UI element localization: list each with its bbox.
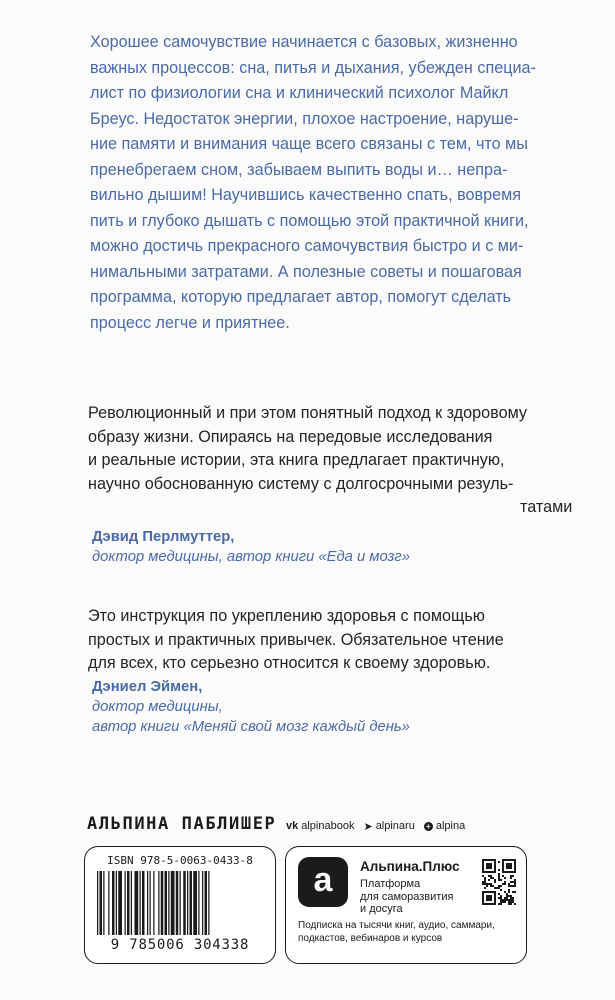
qr-module	[500, 879, 502, 881]
qr-module	[506, 895, 508, 897]
barcode	[95, 871, 265, 937]
intro-paragraph	[90, 30, 580, 336]
vk-icon: vk	[286, 820, 299, 832]
qr-module	[512, 897, 514, 899]
barcode-bar	[193, 871, 197, 935]
barcode-bar	[198, 871, 199, 935]
qr-module	[502, 899, 504, 901]
promo-subtext	[298, 919, 495, 945]
qr-module	[484, 887, 486, 889]
qr-module	[498, 875, 500, 877]
qr-module	[492, 877, 494, 879]
barcode-bar	[142, 871, 145, 935]
barcode-bar	[140, 871, 141, 935]
barcode-bar	[108, 871, 109, 935]
intro-line: ние памяти и внимания чаще всего связаны с тем, что мы	[90, 135, 528, 153]
qr-module	[514, 903, 516, 905]
qr-module	[482, 881, 484, 883]
barcode-bar	[161, 871, 164, 935]
qr-module	[500, 901, 502, 903]
qr-module	[498, 879, 500, 881]
qr-module	[508, 885, 510, 887]
qr-module	[508, 891, 510, 893]
promo-title: Альпина.Плюс	[360, 859, 460, 874]
author-name: Дэвид Перлмуттер,	[92, 529, 235, 545]
qr-module	[484, 877, 486, 879]
plus-icon: +	[424, 822, 433, 831]
qr-module	[500, 897, 502, 899]
barcode-bar	[131, 871, 132, 935]
barcode-bar	[147, 871, 148, 935]
qr-module	[484, 879, 486, 881]
qr-module	[498, 903, 500, 905]
qr-module	[508, 889, 510, 891]
telegram-icon: ➤	[363, 820, 373, 833]
qr-module	[510, 895, 512, 897]
barcode-bar	[171, 871, 175, 935]
qr-module	[512, 901, 514, 903]
intro-line: лист по физиологии сна и клинический психолог Майкл	[90, 84, 509, 102]
social-label: alpinaru	[375, 820, 415, 832]
qr-module	[502, 883, 504, 885]
barcode-bar	[127, 871, 130, 935]
qr-module	[504, 877, 506, 879]
promo-subtext-line: подкастов, вебинаров и курсов	[298, 933, 443, 944]
barcode-bar	[183, 871, 186, 935]
qr-module	[498, 877, 500, 879]
qr-module	[510, 897, 512, 899]
qr-finder-pattern	[506, 863, 512, 869]
qr-module	[510, 899, 512, 901]
qr-module	[506, 899, 508, 901]
barcode-bar	[112, 871, 115, 935]
qr-module	[508, 901, 510, 903]
publisher-logo: АЛЬПИНА ПАБЛИШЕР	[87, 814, 277, 834]
qr-module	[490, 885, 492, 887]
qr-module	[512, 891, 514, 893]
quote-line: Революционный и при этом понятный подход к здоровому	[88, 404, 528, 422]
quote-line: образу жизни. Опираясь на передовые исследования	[88, 427, 493, 446]
barcode-box	[84, 846, 276, 964]
qr-module	[490, 883, 492, 885]
qr-module	[498, 893, 500, 895]
intro-line: пить и глубоко дышать с помощью этой практичной книги,	[90, 211, 529, 230]
promo-description-line: и досуга	[360, 903, 403, 915]
qr-module	[498, 873, 500, 875]
qr-module	[506, 897, 508, 899]
qr-module	[514, 879, 516, 881]
intro-line: процесс легче и приятнее.	[90, 313, 290, 332]
qr-code[interactable]	[482, 859, 516, 905]
qr-module	[504, 899, 506, 901]
qr-module	[494, 887, 496, 889]
social-link-alpina[interactable]	[424, 820, 465, 832]
qr-module	[510, 877, 512, 879]
barcode-bar	[208, 871, 209, 935]
review-quote-perlmutter	[88, 402, 588, 520]
qr-module	[504, 883, 506, 885]
qr-module	[508, 903, 510, 905]
qr-module	[508, 883, 510, 885]
qr-module	[498, 861, 500, 863]
author-name: Дэниел Эймен,	[92, 679, 203, 695]
author-role: автор книги «Меняй свой мозг каждый день»	[92, 719, 410, 735]
barcode-bar	[103, 871, 104, 935]
qr-module	[508, 895, 510, 897]
barcode-bar	[158, 871, 159, 935]
barcode-bar	[190, 871, 193, 935]
qr-module	[512, 875, 514, 877]
intro-line: программа, которую предлагает автор, помогут сделать	[90, 288, 512, 306]
social-link-telegram[interactable]	[363, 820, 414, 833]
barcode-bar	[125, 871, 126, 935]
barcode-bar	[205, 871, 208, 935]
review-author-perlmutter	[92, 527, 562, 567]
qr-finder-pattern	[486, 895, 492, 901]
intro-line: вильно дышим! Научившись качественно спать, вовремя	[90, 186, 522, 204]
review-quote-amen	[88, 605, 588, 676]
qr-module	[498, 885, 500, 887]
barcode-bar	[176, 871, 179, 935]
quote-line: простых и практичных привычек. Обязательное чтение	[88, 630, 504, 649]
quote-line: для всех, кто серьезно относится к своему здоровью.	[88, 654, 491, 672]
qr-module	[504, 881, 506, 883]
qr-module	[498, 869, 500, 871]
qr-module	[514, 883, 516, 885]
qr-module	[486, 883, 488, 885]
barcode-bar	[187, 871, 188, 935]
quote-line: и реальные истории, эта книга предлагает практичную,	[88, 451, 505, 469]
qr-module	[514, 891, 516, 893]
qr-module	[488, 875, 490, 877]
intro-line: Бреус. Недостаток энергии, плохое настроение, наруше-	[90, 109, 519, 128]
barcode-bar	[116, 871, 117, 935]
qr-module	[486, 885, 488, 887]
author-role: доктор медицины,	[92, 699, 223, 715]
barcode-bar	[202, 871, 203, 935]
qr-module	[512, 899, 514, 901]
barcode-bar	[168, 871, 169, 935]
qr-module	[510, 885, 512, 887]
social-link-vk[interactable]	[286, 820, 354, 832]
qr-module	[498, 887, 500, 889]
qr-module	[512, 885, 514, 887]
qr-finder-pattern	[486, 863, 492, 869]
qr-module	[502, 901, 504, 903]
qr-module	[490, 877, 492, 879]
qr-module	[504, 901, 506, 903]
qr-module	[502, 875, 504, 877]
barcode-bar	[118, 871, 122, 935]
qr-module	[488, 883, 490, 885]
alpina-plus-app-icon: a	[298, 857, 348, 907]
intro-line: нимальными затратами. А полезные советы и пошаговая	[90, 262, 522, 281]
qr-module	[504, 891, 506, 893]
social-label: alpina	[435, 820, 466, 832]
qr-module	[484, 883, 486, 885]
barcode-bar	[97, 871, 98, 935]
promo-description	[360, 878, 453, 916]
intro-line: Хорошее самочувствие начинается с базовых, жизненно	[90, 33, 518, 51]
qr-module	[482, 875, 484, 877]
qr-module	[514, 885, 516, 887]
barcode-bar	[180, 871, 181, 935]
qr-module	[488, 879, 490, 881]
qr-module	[514, 881, 516, 883]
qr-module	[510, 881, 512, 883]
barcode-bar	[100, 871, 103, 935]
qr-module	[510, 901, 512, 903]
review-author-amen	[92, 677, 562, 737]
qr-module	[498, 897, 500, 899]
qr-module	[500, 899, 502, 901]
promo-description-line: Платформа	[360, 878, 421, 890]
qr-module	[512, 881, 514, 883]
qr-module	[500, 885, 502, 887]
qr-module	[494, 881, 496, 883]
social-links	[286, 818, 474, 834]
promo-subtext-line: Подписка на тысячи книг, аудио, саммари,	[298, 920, 495, 931]
isbn-number: ISBN 978-5-0063-0433-8	[107, 854, 253, 867]
qr-module	[508, 899, 510, 901]
quote-line: Это инструкция по укреплению здоровья с помощью	[88, 607, 485, 625]
ean-number: 9 785006 304338	[110, 937, 250, 953]
qr-module	[510, 903, 512, 905]
barcode-bar	[165, 871, 168, 935]
qr-module	[500, 889, 502, 891]
author-role: доктор медицины, автор книги «Еда и мозг»	[92, 549, 410, 565]
qr-module	[500, 903, 502, 905]
qr-module	[492, 885, 494, 887]
intro-line: можно достичь прекрасного самочувствия быстро и с ми-	[90, 237, 524, 255]
barcode-bar	[153, 871, 154, 935]
quote-line: научно обоснованную систему с долгосрочными резуль-	[88, 474, 514, 493]
quote-line: татами	[520, 498, 573, 516]
qr-module	[482, 883, 484, 885]
qr-module	[494, 879, 496, 881]
qr-module	[510, 875, 512, 877]
alpina-plus-promo	[285, 846, 527, 964]
promo-description-line: для саморазвития	[360, 890, 454, 903]
qr-module	[496, 887, 498, 889]
social-label: alpinabook	[301, 820, 355, 832]
barcode-bar	[150, 871, 151, 935]
intro-line: пренебрегаем сном, забываем выпить воды и… непра-	[90, 160, 508, 179]
barcode-bar	[135, 871, 139, 935]
qr-module	[484, 881, 486, 883]
qr-module	[490, 875, 492, 877]
qr-module	[500, 895, 502, 897]
qr-module	[506, 893, 508, 895]
intro-line: важных процессов: сна, питья и дыхания, убежден специа-	[90, 58, 536, 77]
qr-module	[504, 897, 506, 899]
